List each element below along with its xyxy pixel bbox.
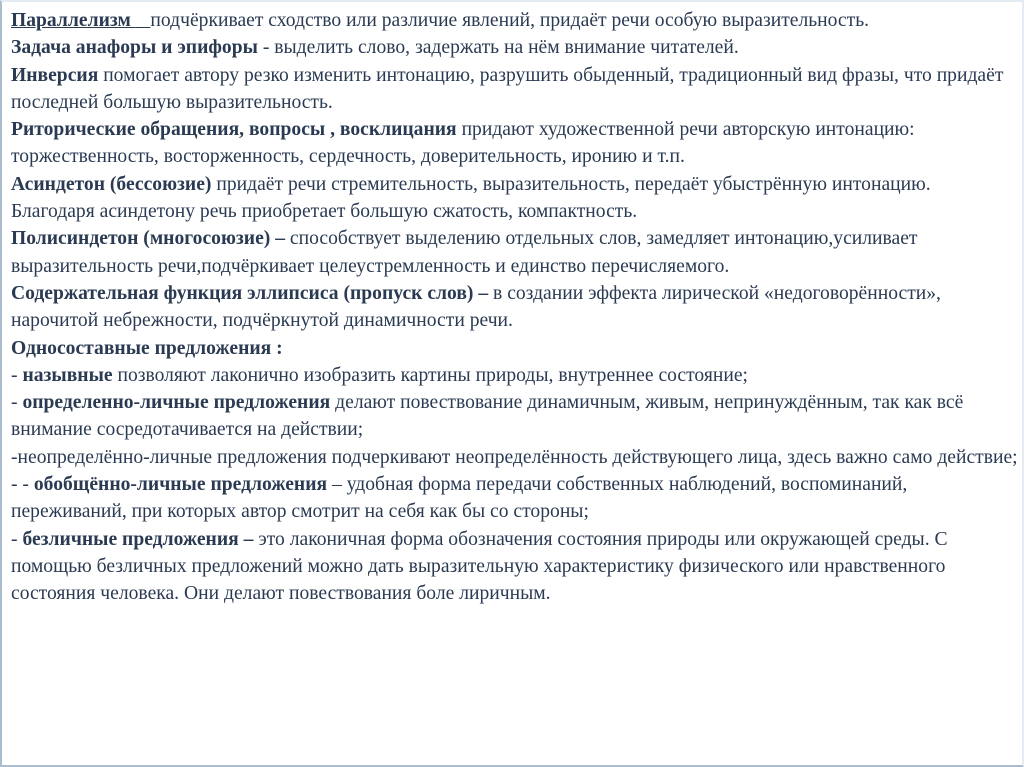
text-indefinite-personal: -неопределённо-личные предложения подчеркивают неопределённость действующего лица, здесь важно само действие; [11,446,1018,468]
term-inversion: Инверсия [11,64,99,86]
text-nominative: позволяют лаконично изобразить картины природы, внутреннее состояние; [112,364,748,386]
term-anaphora: Задача анафоры и эпифоры [11,37,258,59]
paragraph-definite-personal: - определенно-личные предложения делают повествование динамичным, живым, непринуждённым, так как всё внимание сосредотачивается на действии; [11,392,964,441]
paragraph-indefinite-personal [11,444,1019,471]
text-parallelism: подчёркивает сходство или различие явлений, придаёт речи особую выразительность. [150,10,870,31]
term-polysyndeton: Полисиндетон (многосоюзие) – [11,228,286,250]
paragraph-one-part-sentences [11,335,1019,362]
term-one-part-sentences: Односоставные предложения : [11,337,283,359]
text-impersonal: это лаконичная форма обозначения состояния природы или окружающей среды. С помощью безличных предложений можно дать выразительную характеристику физического или нравственного состояния человека. Они делают повествования боле лиричным. [11,528,948,605]
text-ellipsis: в создании эффекта лирической «недоговорённости», нарочитой небрежности, подчёркнутой динамичности речи. [11,282,941,332]
paragraph-anaphora [11,34,1019,61]
term-nominative: назывные [22,364,113,386]
term-impersonal: безличные предложения – [22,528,254,550]
term-parallelism: Параллелизм [11,10,136,31]
text-polysyndeton: способствует выделению отдельных слов, замедляет интонацию,усиливает выразительность речи,подчёркивает целеустремленность и единство перечисляемого. [11,228,918,277]
term-asyndeton: Асиндетон (бессоюзие) [11,173,212,195]
paragraph-generalized-personal: - - обобщённо-личные предложения – удобная форма передачи собственных наблюдений, воспоминаний, переживаний, при которых автор смотрит на себя как бы со стороны; [11,474,908,523]
slide-content [11,7,1019,608]
term-rhetorical: Риторические обращения, вопросы , восклицания [11,119,457,141]
term-ellipsis: Содержательная функция эллипсиса (пропуск слов) – [11,282,489,304]
term-definite-personal: определенно-личные предложения [22,392,331,414]
text-anaphora: - выделить слово, задержать на нём внимание читателей. [257,37,739,59]
paragraph-polysyndeton [11,225,1019,280]
text-definite-personal: делают повествование динамичным, живым, непринуждённым, так как всё внимание сосредотачивается на действии; [11,392,964,441]
paragraph-impersonal: - безличные предложения – это лаконичная форма обозначения состояния природы или окружающей среды. С помощью безличных предложений можно дать выразительную характеристику физического или нравственного состояния человека. Они делают повествования боле лиричным. [11,528,948,605]
paragraph-ellipsis [11,280,1019,335]
paragraph-inversion [11,62,1019,117]
paragraph-asyndeton [11,171,1019,226]
text-inversion: помогает автору резко изменить интонацию, разрушить обыденный, традиционный вид фразы, что придаёт последней большую выразительность. [11,64,1004,113]
text-generalized-personal: – удобная форма передачи собственных наблюдений, воспоминаний, переживаний, при которых автор смотрит на себя как бы со стороны; [11,474,908,523]
term-generalized-personal: обобщённо-личные предложения [33,474,328,496]
text-asyndeton: придаёт речи стремительность, выразительность, передаёт убыстрённую интонацию. Благодаря асиндетону речь приобретает большую сжатость, компактность. [11,173,931,223]
text-rhetorical: придают художественной речи авторскую интонацию: торжественность, восторженность, сердечность, доверительность, иронию и т.п. [11,119,915,168]
paragraph-rhetorical [11,116,1019,171]
paragraph-parallelism [11,7,1019,34]
paragraph-nominative: - назывные позволяют лаконично изобразить картины природы, внутреннее состояние; [11,364,748,386]
